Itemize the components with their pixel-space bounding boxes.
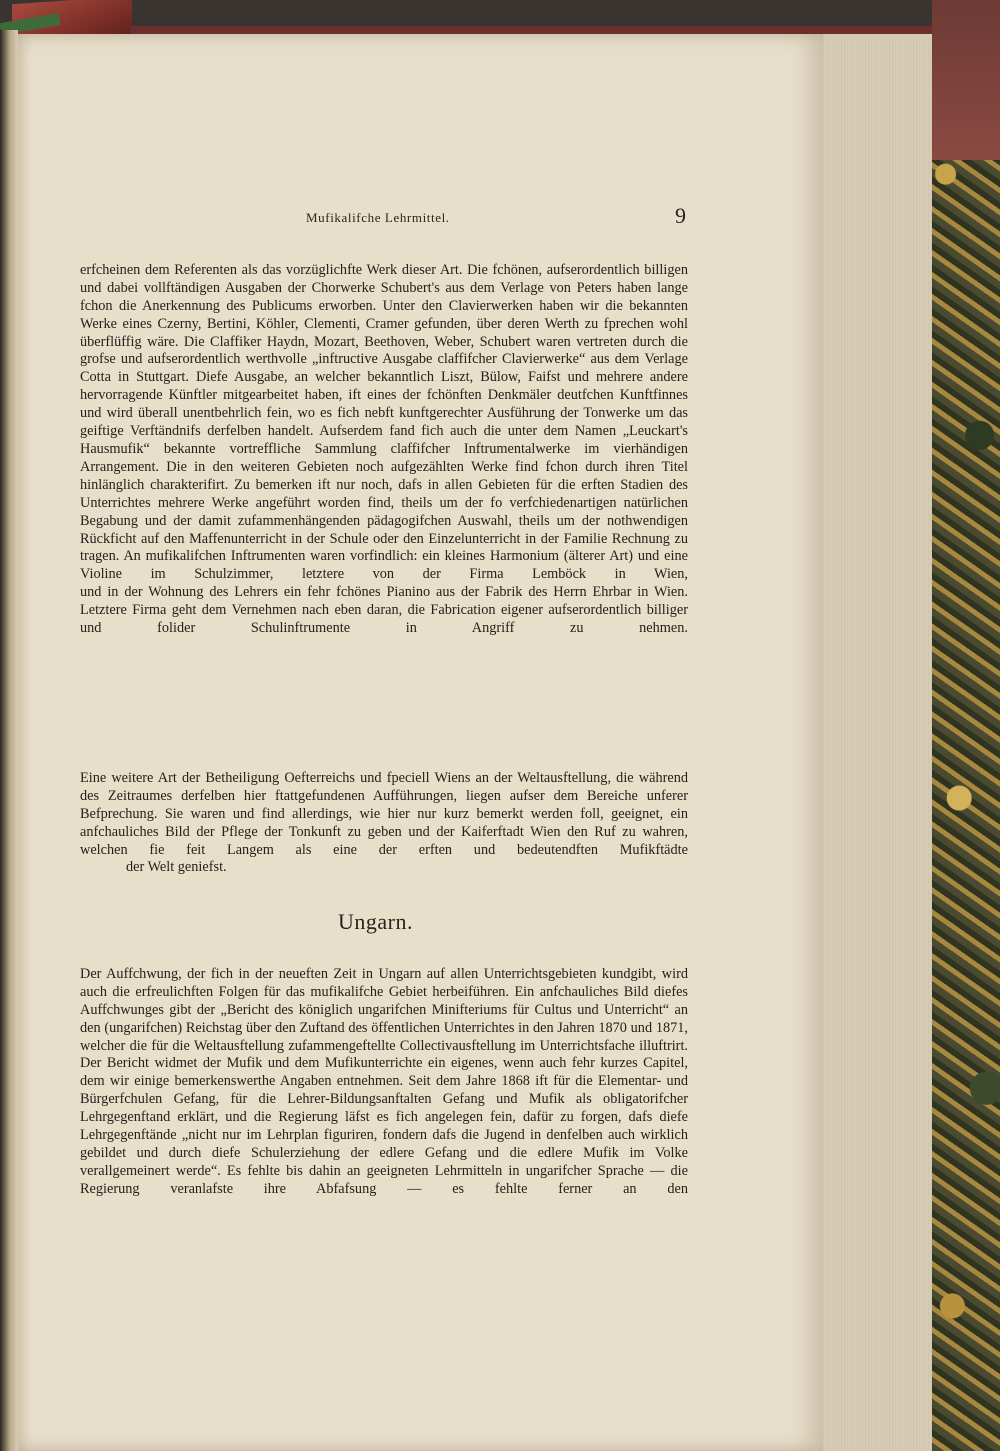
page-number: 9 <box>675 203 686 228</box>
paragraph-2 <box>80 752 688 895</box>
book-page <box>18 34 823 1451</box>
paragraph-3-text: Der Auffchwung, der fich in der neueften Zeit in Ungarn auf allen Unterrichtsgebieten kundgibt, wird auch die erfreulichften Folgen für das mufikalifche Gebiet herbeiführen. Ein anfchauliches Bild diefes Auffchwunges gibt der „Bericht des königlich ungarifchen Minifteriums für Cultus und Unterricht“ an den (ungarifchen) Reichstag über den Zuftand des öffentlichen Unterrichtes in den Jahren 1870 und 1871, welcher die für die Weltausftellung zufammengeftellte Collectivausftellung im Unterrichtsfache illuftrirt. Der Bericht widmet der Mufik und dem Mufikunterrichte ein eigenes, wenn auch fehr kurzes Capitel, dem wir einige bemerkenswerthe Angaben entnehmen. Seit dem Jahre 1868 ift für die Elementar- und Bürgerfchulen Gefang, für die Lehrer-Bildungsanftalten Gefang und Mufik als obligatorifcher Lehrgegenftand erklärt, und die Regierung läfst es fich angelegen fein, dafür zu forgen, dafs diefe Lehrgegenftände „nicht nur im Lehrplan figuriren, fondern dafs die Jugend in denfelben auch wirklich gebildet und durch diefe Schulerziehung der edlere Gefang und die edlere Mufik im Volke verallgemeinert werde“. Es fehlte bis dahin an geeigneten Lehrmitteln in ungarifcher Sprache — die Regierung veranlafste ihre Abfafsung — es fehlte ferner an den <box>80 965 688 1197</box>
paragraph-3 <box>80 948 688 1199</box>
left-page-edge <box>0 30 18 1451</box>
marbled-cover <box>932 0 1000 1451</box>
paragraph-2-end: der Welt geniefst. <box>126 859 227 876</box>
paragraph-1-end: und in der Wohnung des Lehrers ein fehr fchönes Pianino aus der Fabrik des Herrn Ehrbar in Wien. Letztere Firma geht dem Vernehmen nach eben daran, die Fabrication eigener aufserordentlich billiger und folider Schulinftrumente in Angriff zu nehmen. <box>80 584 688 637</box>
page-header <box>306 203 686 231</box>
running-head: Mufikalifche Lehrmittel. <box>306 210 450 225</box>
paragraph-1 <box>80 244 688 638</box>
paragraph-1-text: erfcheinen dem Referenten als das vorzüglichfte Werk dieser Art. Die fchönen, aufserordentlich billigen und dabei vollftändigen Ausgaben der Chorwerke Schubert's aus dem Verlage von Peters haben lange fchon die Anerkennung des Publicums erworben. Unter den Clavierwerken haben wir die bekannten Werke eines Czerny, Bertini, Köhler, Clementi, Cramer gefunden, über deren Werth zu fprechen wohl überflüffig wäre. Die Claffiker Haydn, Mozart, Beethoven, Weber, Schubert waren vertreten durch die grofse und aufserordentlich werthvolle „inftructive Ausgabe claffifcher Clavierwerke“ aus dem Verlage Cotta in Stuttgart. Diefe Ausgabe, an welcher bekanntlich Liszt, Bülow, Faifst und mehrere andere hervorragende Künftler mitgearbeitet haben, ift eines der fchönften Denkmäler deutfchen Kunftfinnes und wird überall unentbehrlich fein, wo es fich nebft kunftgerechter Ausführung der Tonwerke um das geiftige Verftändnifs derfelben handelt. Aufserdem fand fich auch die unter dem Namen „Leuckart's Hausmufik“ bekannte vortreffliche Sammlung claffifcher Inftrumentalwerke im vierhändigen Arrangement. Die in den weiteren Gebieten noch aufgezählten Werke find fchon durch ihren Titel hinlänglich charakterifirt. Zu bemerken ift nur noch, dafs in allen Gebieten für die erften Stadien des Unterrichtes mehrere Werke angeführt worden find, theils um der fo verfchiedenartigen natürlichen Begabung und der damit zufammenhängenden pädagogifchen Auswahl, theils um der nothwendigen Rückficht auf den Maffenunterricht in der Schule oder den Einzelunterricht in der Familie Rechnung zu tragen. An mufikalifchen Inftrumenten waren vorfindlich: ein kleines Harmonium (älterer Art) und eine Violine im Schulzimmer, letztere von der Firma Lemböck in Wien, <box>80 261 688 583</box>
section-title: Ungarn. <box>338 909 413 934</box>
page-block-edges <box>820 34 932 1451</box>
cover-corner <box>932 0 1000 160</box>
paragraph-2-text: Eine weitere Art der Betheiligung Oefterreichs und fpeciell Wiens an der Weltausftellung, die während des Zeitraumes derfelben hier ftattgefundenen Aufführungen, liegen aufser dem Bereiche unferer Befprechung. Sie waren und find allerdings, wie hier nur kurz bemerkt werden foll, geeignet, ein anfchauliches Bild der Pflege der Tonkunft zu geben und der Kaiferftadt Wien den Ruf zu wahren, welchen fie feit Langem als eine der erften und bedeutendften Mufikftädte <box>80 769 688 858</box>
